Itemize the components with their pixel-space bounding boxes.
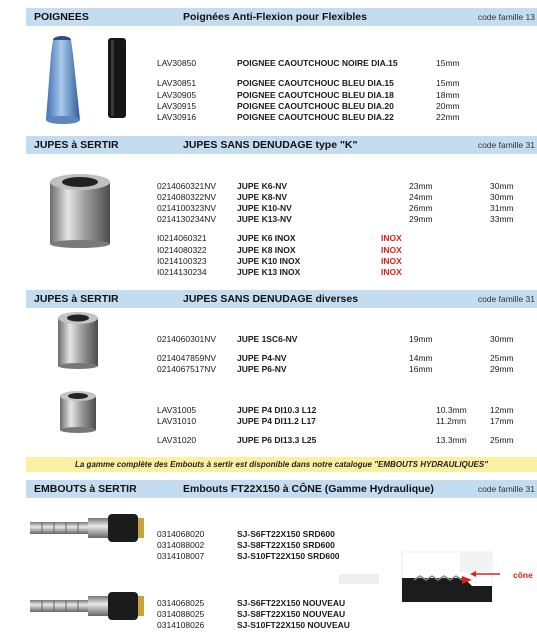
ref-code: 0214047859NV [157, 353, 217, 363]
product-desc: SJ-S10FT22X150 NOUVEAU [237, 620, 350, 630]
ref-code: 0314108026 [157, 620, 205, 630]
dimension-1: 23mm [409, 181, 433, 191]
section-header-jupes-k [26, 136, 537, 154]
product-desc: POIGNEE CAOUTCHOUC BLEU DIA.15 [237, 78, 394, 88]
ref-code: 0214067517NV [157, 364, 217, 374]
dimension-1: 16mm [409, 364, 433, 374]
ref-code: I0214100323 [157, 256, 207, 266]
product-desc: JUPE K10 INOX [237, 256, 301, 266]
dimension: 18mm [436, 90, 460, 100]
product-desc: SJ-S6FT22X150 NOUVEAU [237, 598, 346, 608]
banner-text: La gamme complète des Embouts à sertir est disponible dans notre catalogue "EMBOUTS HYDRAULIQUES" [75, 460, 488, 469]
product-desc: SJ-S6FT22X150 SRD600 [237, 529, 335, 539]
inox-tag: INOX [381, 256, 402, 266]
dimension-2: 31mm [490, 203, 514, 213]
ref-code: 0314088002 [157, 540, 205, 550]
dimension: 22mm [436, 112, 460, 122]
dimension-1: 11.2mm [436, 416, 467, 426]
section-title: JUPES à SERTIR [34, 139, 119, 151]
dimension-2: 30mm [490, 181, 514, 191]
section-subtitle: Poignées Anti-Flexion pour Flexibles [183, 11, 367, 23]
ref-code: 0214060301NV [157, 334, 217, 344]
cone-label: cône [513, 570, 533, 580]
product-desc: JUPE K6-NV [237, 181, 288, 191]
product-desc: SJ-S10FT22X150 SRD600 [237, 551, 340, 561]
product-desc: JUPE K8 INOX [237, 245, 296, 255]
dimension-1: 13.3mm [436, 435, 467, 445]
dimension-2: 33mm [490, 214, 514, 224]
dimension-2: 30mm [490, 192, 514, 202]
section-title: POIGNEES [34, 11, 89, 23]
ref-code: I0214080322 [157, 245, 207, 255]
product-desc: SJ-S8FT22X150 NOUVEAU [237, 609, 346, 619]
dimension: 15mm [436, 78, 460, 88]
dimension: 20mm [436, 101, 460, 111]
ref-code: LAV30851 [157, 78, 197, 88]
dimension-2: 29mm [490, 364, 514, 374]
ref-code: 0214130234NV [157, 214, 217, 224]
ref-code: LAV30915 [157, 101, 197, 111]
product-desc: JUPE P4 DI11.2 L17 [237, 416, 316, 426]
family-code: code famille 31 [477, 484, 535, 494]
dimension-1: 19mm [409, 334, 433, 344]
ferrule-1sc-image [54, 311, 102, 371]
product-desc: SJ-S8FT22X150 SRD600 [237, 540, 335, 550]
ferrule-p-image [56, 390, 100, 436]
dimension-1: 24mm [409, 192, 433, 202]
ref-code: LAV30916 [157, 112, 197, 122]
ref-code: LAV31005 [157, 405, 197, 415]
ref-code: 0314068020 [157, 529, 205, 539]
ref-code: 0314088025 [157, 609, 205, 619]
product-desc: JUPE P4 DI10.3 L12 [237, 405, 317, 415]
product-desc: JUPE K13 INOX [237, 267, 301, 277]
placeholder-swatch [339, 574, 379, 584]
ref-code: 0314068025 [157, 598, 205, 608]
ref-code: LAV30850 [157, 58, 197, 68]
dimension-1: 26mm [409, 203, 433, 213]
ref-code: 0214100323NV [157, 203, 217, 213]
product-desc: JUPE K13-NV [237, 214, 292, 224]
product-desc: POIGNEE CAOUTCHOUC BLEU DIA.18 [237, 90, 394, 100]
section-header-poignees [26, 8, 537, 26]
dimension-2: 25mm [490, 353, 514, 363]
dimension-1: 14mm [409, 353, 433, 363]
ref-code: LAV31020 [157, 435, 197, 445]
cone-section-diagram [400, 550, 500, 606]
product-desc: POIGNEE CAOUTCHOUC NOIRE DIA.15 [237, 58, 398, 68]
fitting-srd600-image [28, 508, 146, 548]
ref-code: 0214060321NV [157, 181, 217, 191]
family-code: code famille 31 [477, 140, 535, 150]
dimension-1: 10.3mm [436, 405, 467, 415]
product-desc: JUPE K10-NV [237, 203, 292, 213]
product-desc: JUPE P6 DI13.3 L25 [237, 435, 317, 445]
ref-code: I0214060321 [157, 233, 207, 243]
section-subtitle: JUPES SANS DENUDAGE type "K" [183, 139, 358, 151]
product-desc: JUPE K8-NV [237, 192, 288, 202]
dimension-2: 17mm [490, 416, 514, 426]
ref-code: I0214130234 [157, 267, 207, 277]
product-desc: JUPE P4-NV [237, 353, 287, 363]
section-header-embouts [26, 480, 537, 498]
handles-image [38, 32, 138, 126]
dimension-2: 25mm [490, 435, 514, 445]
dimension-2: 30mm [490, 334, 514, 344]
family-code: code famille 13 [477, 12, 535, 22]
catalogue-banner [26, 457, 537, 472]
ferrule-k-image [44, 172, 116, 248]
fitting-nouveau-image [28, 586, 146, 626]
dimension-2: 12mm [490, 405, 514, 415]
dimension: 15mm [436, 58, 460, 68]
product-desc: POIGNEE CAOUTCHOUC BLEU DIA.20 [237, 101, 394, 111]
section-title: JUPES à SERTIR [34, 293, 119, 305]
dimension-1: 29mm [409, 214, 433, 224]
ref-code: 0214080322NV [157, 192, 217, 202]
ref-code: LAV31010 [157, 416, 197, 426]
ref-code: 0314108007 [157, 551, 205, 561]
product-desc: JUPE K6 INOX [237, 233, 296, 243]
product-desc: POIGNEE CAOUTCHOUC BLEU DIA.22 [237, 112, 394, 122]
ref-code: LAV30905 [157, 90, 197, 100]
product-desc: JUPE 1SC6-NV [237, 334, 298, 344]
section-subtitle: JUPES SANS DENUDAGE diverses [183, 293, 359, 305]
product-desc: JUPE P6-NV [237, 364, 287, 374]
section-header-jupes-diverses [26, 290, 537, 308]
inox-tag: INOX [381, 245, 402, 255]
section-title: EMBOUTS à SERTIR [34, 483, 137, 495]
inox-tag: INOX [381, 267, 402, 277]
family-code: code famille 31 [477, 294, 535, 304]
section-subtitle: Embouts FT22X150 à CÔNE (Gamme Hydraulique) [183, 483, 434, 495]
inox-tag: INOX [381, 233, 402, 243]
